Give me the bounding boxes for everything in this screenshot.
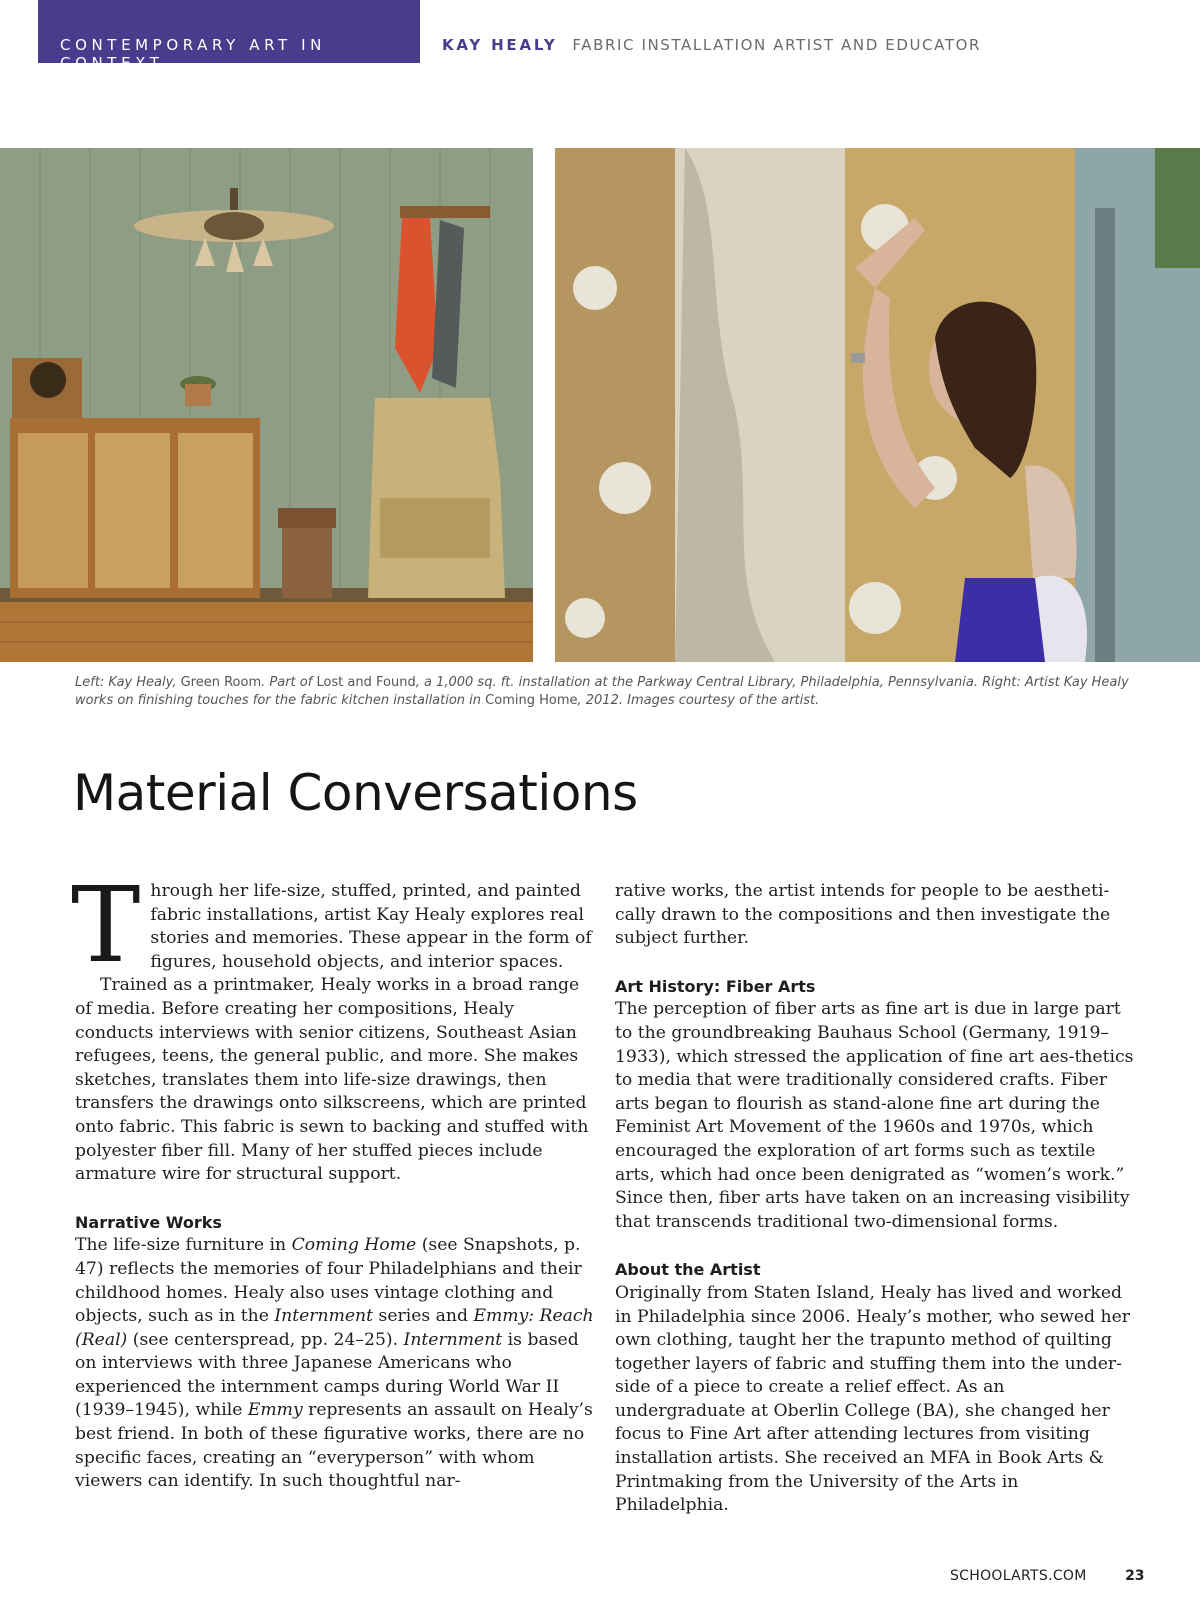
drop-cap: T xyxy=(71,864,141,986)
artist-role: FABRIC INSTALLATION ARTIST AND EDUCATOR xyxy=(572,36,982,54)
artist-at-work-photo xyxy=(555,148,1200,662)
work-title: Emmy: Reach (Real) xyxy=(75,1306,594,1350)
page-footer xyxy=(950,1568,1145,1584)
article-column-right xyxy=(615,880,1135,1518)
work-title: Emmy xyxy=(247,1400,303,1421)
green-room-photo xyxy=(0,148,533,662)
work-title: Internment xyxy=(274,1306,374,1327)
subhead-art-history: Art History: Fiber Arts xyxy=(615,976,816,996)
work-title: Internment xyxy=(403,1329,503,1350)
footer-site: SCHOOLARTS.COM xyxy=(950,1568,1087,1584)
subhead-narrative-works: Narrative Works xyxy=(75,1212,222,1232)
artist-header xyxy=(442,36,981,54)
section-label: CONTEMPORARY ART IN CONTEXT xyxy=(60,36,326,72)
body-paragraph: rative works, the artist intends for people to be aestheti-cally drawn to the compositions and then investigate the subject further. xyxy=(615,881,1111,949)
intro-text: hrough her life-size, stuffed, printed, and painted fabric installations, artist Kay Healy explores real stories and memories. These appear in the form of figures, household objects, and interior spaces. xyxy=(150,881,592,972)
caption-work-title: Green Room xyxy=(180,675,262,690)
article-title: Material Conversations xyxy=(73,764,638,822)
body-paragraph: Originally from Staten Island, Healy has lived and worked in Philadelphia since 2006. Healy’s mother, who sewed her own clothing, taught her the trapunto method of quilting together layers of fabric and stuffing them into the under-side of a piece to create a relief effect. As an undergraduate at Oberlin College (BA), she changed her focus to Fine Art after attending lectures from visiting installation artists. She received an MFA in Book Arts & Printmaking from the University of the Arts in Philadelphia. xyxy=(615,1282,1130,1516)
article-column-left xyxy=(71,864,595,1494)
artist-name: KAY HEALY xyxy=(442,36,558,54)
caption-text: , a 1,000 sq. ft. installation at the Parkway Central Library, Philadelphia, Pennsylvania. Right: Artist Kay Healy works on finishing touches for the fabric kitchen installation in xyxy=(75,675,1129,708)
body-paragraph: The life-size furniture in Coming Home (see Snapshots, p. 47) reflects the memories of four Philadelphians and their childhood homes. Healy also uses vintage clothing and objects, such as in the Internment series and Emmy: Reach (Real) (see centerspread, pp. 24–25). Internment is based on interviews with three Japanese Americans who experienced the internment camps during World War II (1939–1945), while Emmy represents an assault on Healy’s best friend. In both of these figurative works, there are no specific faces, creating an “everyperson” with whom viewers can identify. In such thoughtful nar- xyxy=(75,1235,594,1492)
caption-text: . Part of xyxy=(261,675,317,690)
body-paragraph: The perception of fiber arts as fine art is due in large part to the groundbreaking Bauhaus School (Germany, 1919–1933), which stressed the application of fine art aes-thetics to media that were traditionally considered crafts. Fiber arts began to flourish as stand-alone fine art during the Feminist Art Movement of the 1960s and 1970s, which encouraged the exploration of art forms such as textile arts, which had once been denigrated as “women’s work.” Since then, fiber arts have taken on an increasing visibility that transcends traditional two-dimensional forms. xyxy=(615,999,1134,1232)
caption-text: , 2012. Images courtesy of the artist. xyxy=(577,693,820,708)
caption-text: Left: Kay Healy, xyxy=(75,675,181,690)
caption-work-title: Coming Home xyxy=(485,693,578,708)
work-title: Coming Home xyxy=(291,1235,417,1256)
section-banner xyxy=(38,0,420,72)
intro-paragraph xyxy=(71,864,595,986)
page-number: 23 xyxy=(1125,1568,1145,1584)
caption-work-title: Lost and Found xyxy=(316,675,416,690)
body-paragraph: Trained as a printmaker, Healy works in a broad range of media. Before creating her compositions, Healy conducts interviews with senior citizens, Southeast Asian refugees, teens, the general public, and more. She makes sketches, translates them into life-size drawings, then transfers the drawings onto silkscreens, which are printed onto fabric. This fabric is sewn to backing and stuffed with polyester fiber fill. Many of her stuffed pieces include armature wire for structural support. xyxy=(75,975,589,1185)
photo-caption xyxy=(75,674,1130,710)
subhead-about-artist: About the Artist xyxy=(615,1260,761,1280)
